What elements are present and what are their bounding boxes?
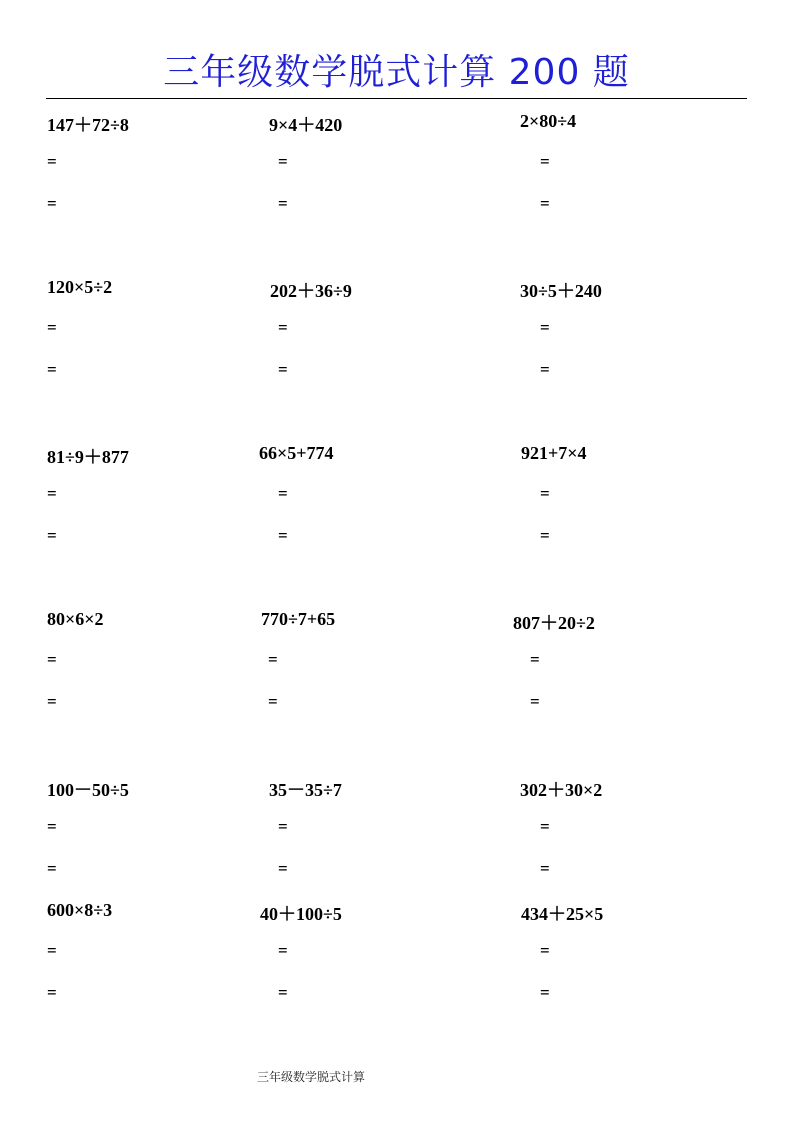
problem-expression: 40＋100÷5 — [260, 904, 342, 924]
problem-expression: 35－35÷7 — [269, 780, 342, 800]
equals-line-2[interactable]: = — [47, 983, 57, 1002]
equals-line-1[interactable]: = — [540, 817, 550, 836]
problem-expression: 30÷5＋240 — [520, 281, 602, 301]
equals-line-1[interactable]: = — [540, 152, 550, 171]
equals-line-1[interactable]: = — [540, 318, 550, 337]
equals-line-1[interactable]: = — [540, 941, 550, 960]
problem-expression: 434＋25×5 — [521, 904, 604, 924]
problem-expression: 9×4＋420 — [269, 115, 343, 135]
equals-line-1[interactable]: = — [278, 941, 288, 960]
equals-line-2[interactable]: = — [47, 692, 57, 711]
equals-line-2[interactable]: = — [530, 692, 540, 711]
equals-line-1[interactable]: = — [540, 484, 550, 503]
equals-line-1[interactable]: = — [268, 650, 278, 669]
equals-line-2[interactable]: = — [47, 526, 57, 545]
problem-expression: 770÷7+65 — [261, 609, 336, 629]
problem-expression: 81÷9＋877 — [47, 447, 129, 467]
equals-line-1[interactable]: = — [47, 318, 57, 337]
equals-line-2[interactable]: = — [540, 194, 550, 213]
problem-expression: 202＋36÷9 — [270, 281, 352, 301]
equals-line-2[interactable]: = — [540, 526, 550, 545]
problem-expression: 600×8÷3 — [47, 900, 113, 920]
equals-line-2[interactable]: = — [278, 526, 288, 545]
equals-line-2[interactable]: = — [47, 360, 57, 379]
problem-expression: 2×80÷4 — [520, 111, 577, 131]
problem-expression: 302＋30×2 — [520, 780, 603, 800]
equals-line-2[interactable]: = — [278, 360, 288, 379]
equals-line-1[interactable]: = — [47, 941, 57, 960]
page-footer: 三年级数学脱式计算 — [257, 1070, 366, 1084]
equals-line-2[interactable]: = — [268, 692, 278, 711]
equals-line-1[interactable]: = — [278, 318, 288, 337]
problem-expression: 147＋72÷8 — [47, 115, 129, 135]
equals-line-1[interactable]: = — [47, 484, 57, 503]
equals-line-1[interactable]: = — [47, 152, 57, 171]
problem-expression: 921+7×4 — [521, 443, 587, 463]
equals-line-1[interactable]: = — [278, 817, 288, 836]
equals-line-1[interactable]: = — [530, 650, 540, 669]
equals-line-2[interactable]: = — [47, 194, 57, 213]
equals-line-1[interactable]: = — [278, 484, 288, 503]
equals-line-1[interactable]: = — [47, 650, 57, 669]
equals-line-1[interactable]: = — [278, 152, 288, 171]
problem-expression: 100－50÷5 — [47, 780, 129, 800]
equals-line-2[interactable]: = — [540, 983, 550, 1002]
equals-line-2[interactable]: = — [540, 360, 550, 379]
equals-line-2[interactable]: = — [278, 983, 288, 1002]
page-title: 三年级数学脱式计算 200 题 — [163, 52, 630, 93]
equals-line-2[interactable]: = — [278, 859, 288, 878]
problem-expression: 120×5÷2 — [47, 277, 113, 297]
title-divider — [46, 98, 747, 99]
equals-line-2[interactable]: = — [540, 859, 550, 878]
problem-expression: 66×5+774 — [259, 443, 334, 463]
equals-line-2[interactable]: = — [278, 194, 288, 213]
equals-line-2[interactable]: = — [47, 859, 57, 878]
equals-line-1[interactable]: = — [47, 817, 57, 836]
problem-expression: 80×6×2 — [47, 609, 104, 629]
problem-expression: 807＋20÷2 — [513, 613, 595, 633]
